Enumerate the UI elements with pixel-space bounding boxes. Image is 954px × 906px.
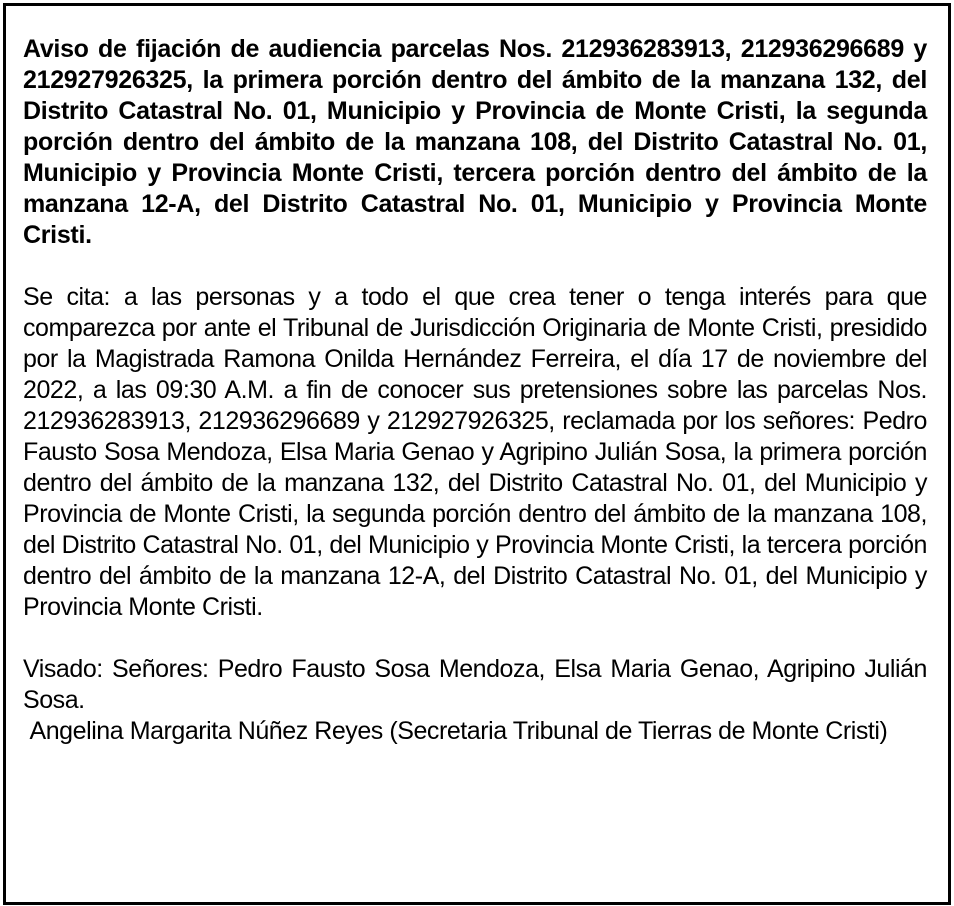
notice-visado: Visado: Señores: Pedro Fausto Sosa Mendoza, Elsa Maria Genao, Agripino Julián Sosa. — [23, 655, 927, 714]
notice-citation: Se cita: a las personas y a todo el que crea tener o tenga interés para que comparezca por ante el Tribunal de Jurisdicción Originaria de Monte Cristi, presidido por la Magistrada Ramona Onilda Hernández Ferreira, el día 17 de noviembre del 2022, a las 09:30 A.M. a fin de conocer sus pretensiones sobre las parcelas Nos. 212936283913, 212936296689 y 212927926325, reclamada por los señores: Pedro Fausto Sosa Mendoza, Elsa Maria Genao y Agripino Julián Sosa, la primera porción dentro del ámbito de la manzana 132, del Distrito Catastral No. 01, del Municipio y Provincia de Monte Cristi, la segunda porción dentro del ámbito de la manzana 108, del Distrito Catastral No. 01, del Municipio y Provincia Monte Cristi, la tercera porción dentro del ámbito de la manzana 12-A, del Distrito Catastral No. 01, del Municipio y Provincia Monte Cristi. — [23, 283, 927, 621]
notice-heading: Aviso de fijación de audiencia parcelas Nos. 212936283913, 212936296689 y 212927926325, la primera porción dentro del ámbito de la manzana 132, del Distrito Catastral No. 01, Municipio y Provincia de Monte Cristi, la segunda porción dentro del ámbito de la manzana 108, del Distrito Catastral No. 01, Municipio y Provincia Monte Cristi, tercera porción dentro del ámbito de la manzana 12-A, del Distrito Catastral No. 01, Municipio y Provincia Monte Cristi. — [23, 35, 927, 249]
notice-body — [23, 34, 927, 747]
notice-frame — [3, 3, 951, 905]
signature-text: Angelina Margarita Núñez Reyes (Secretaria Tribunal de Tierras de Monte Cristi) — [29, 717, 888, 745]
notice-signature — [23, 716, 927, 747]
